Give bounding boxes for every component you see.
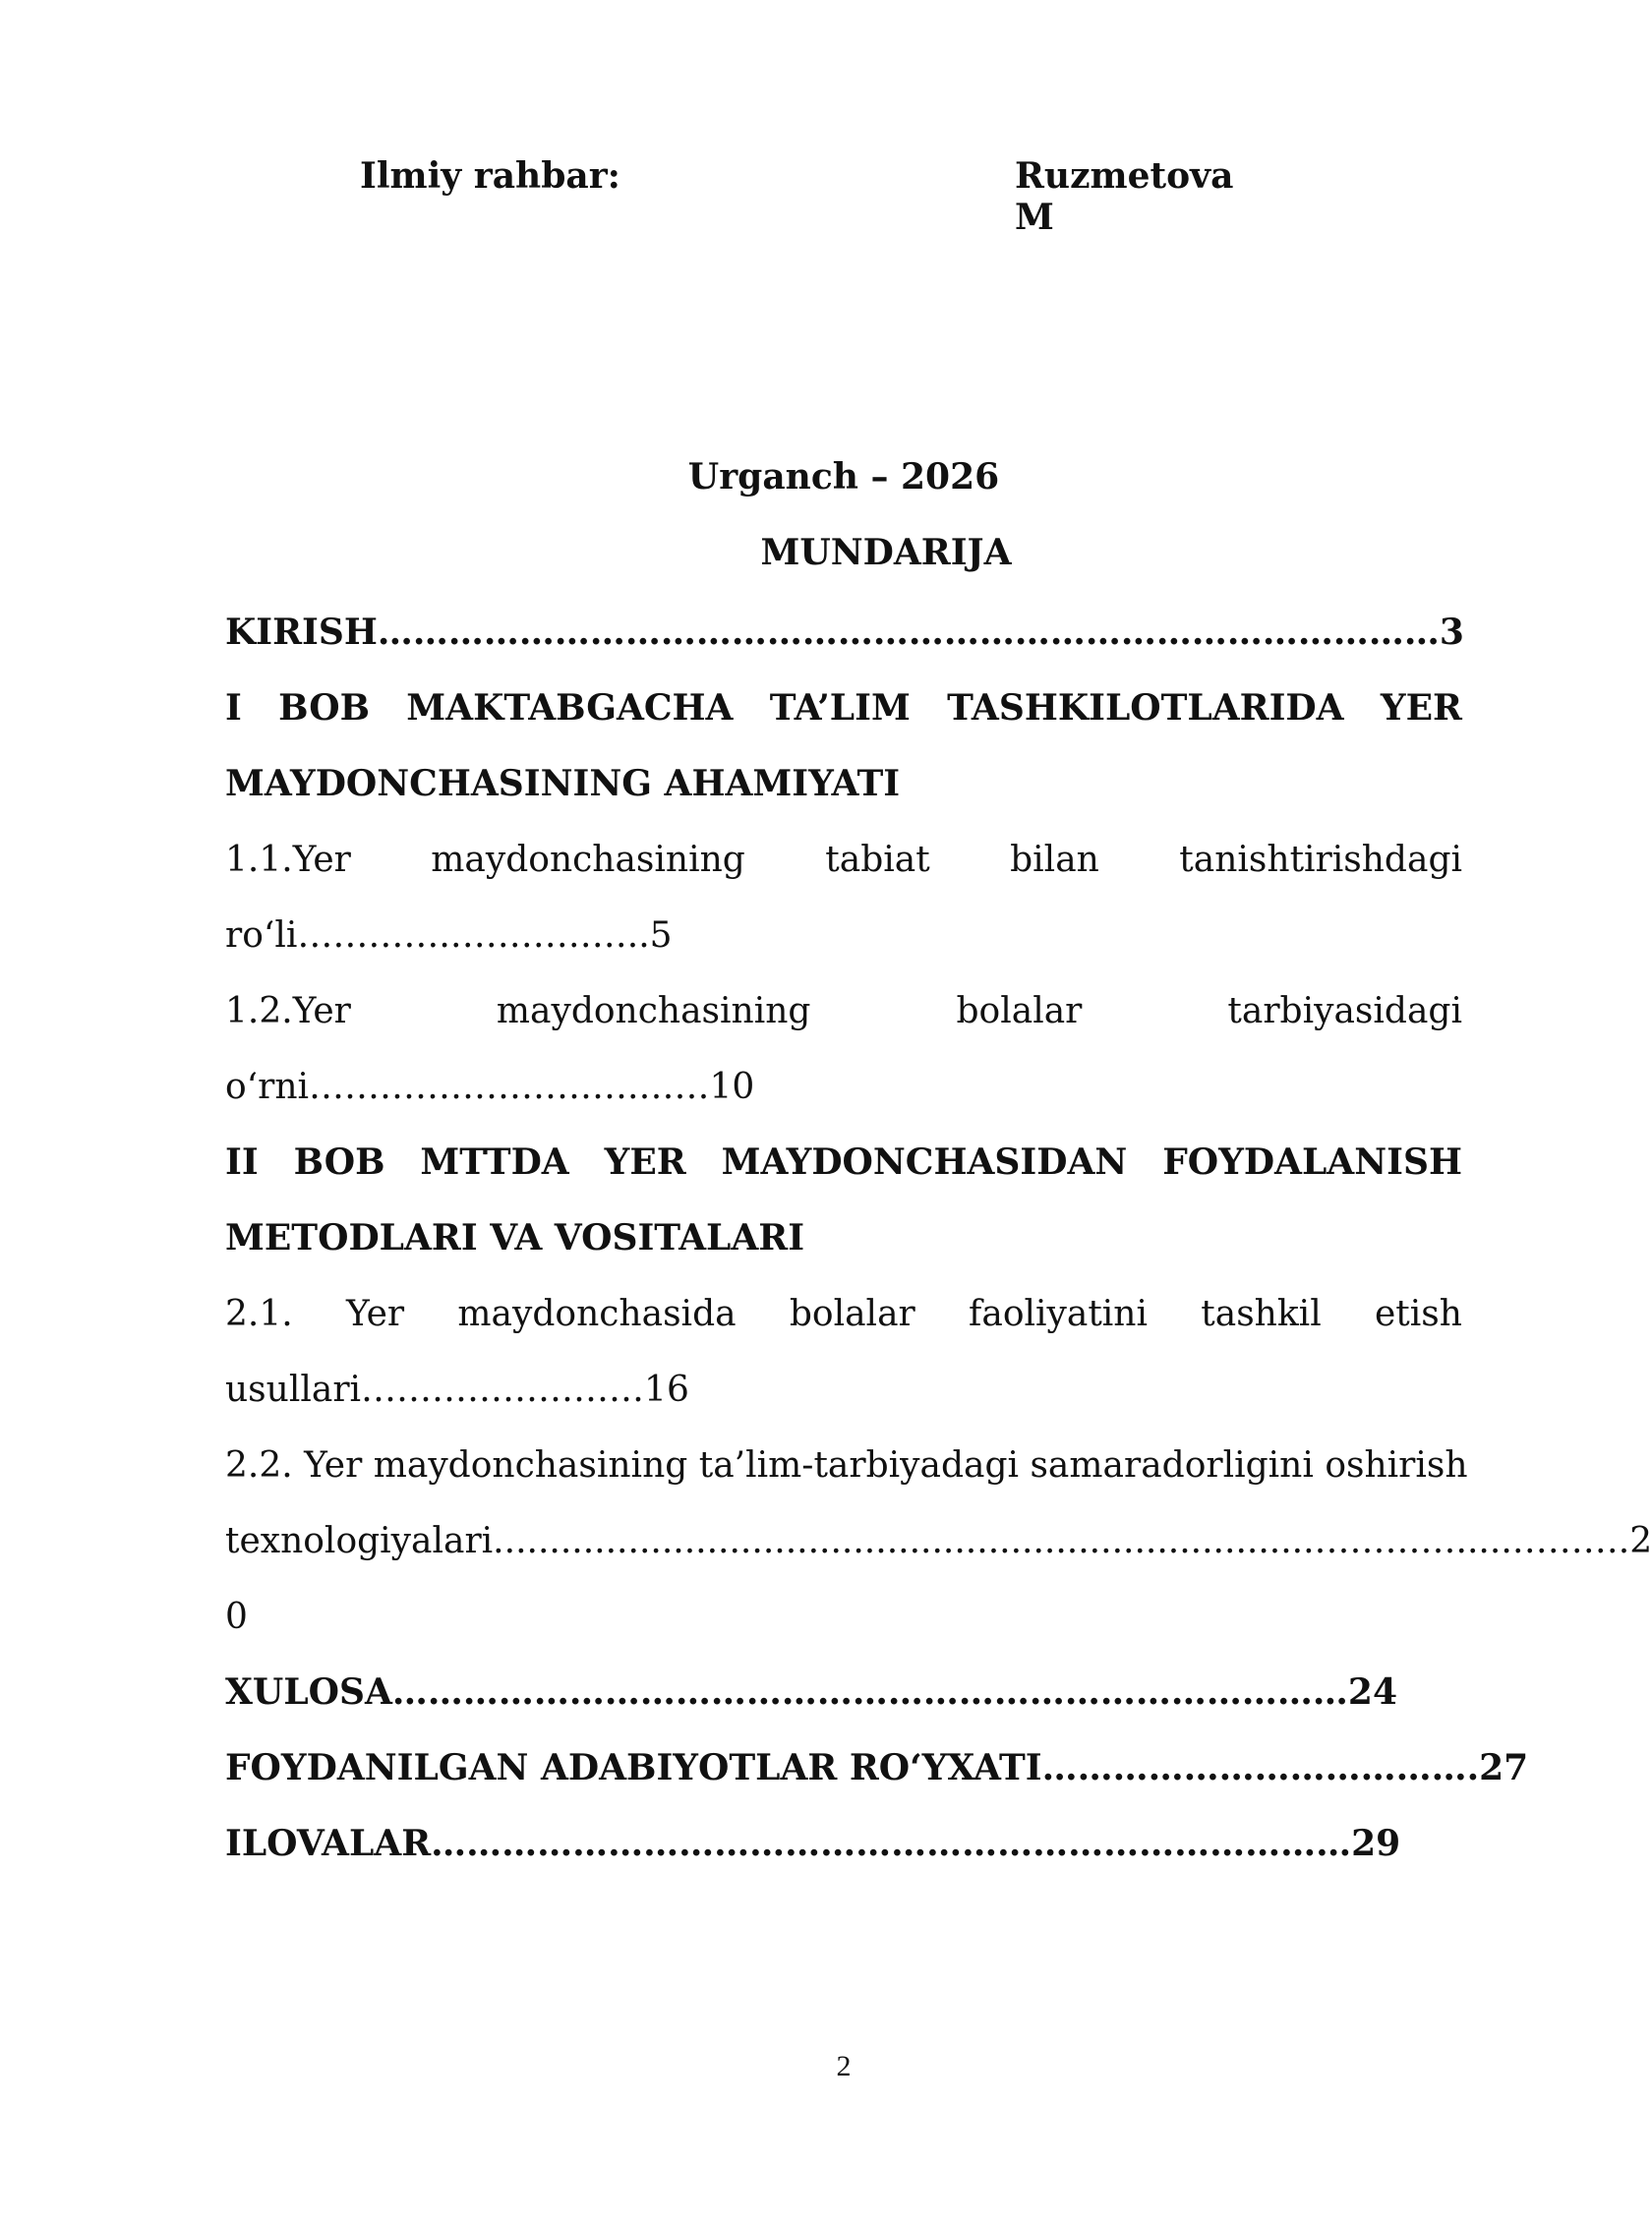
toc-word: bilan [1010,840,1099,880]
toc-word: faoliyatini [969,1294,1148,1334]
toc-word: bolalar [956,991,1083,1031]
city-year: Urganch – 2026 [687,456,1000,497]
toc-word: maydonchasida [457,1294,737,1334]
toc-entry-section-1-2-cont: o‘rni……………………….……10 [225,1067,755,1107]
toc-word: etish [1375,1294,1462,1334]
toc-entry-section-1-1 [225,822,1462,898]
toc-word: FOYDALANISH [1162,1141,1462,1183]
toc-word: tashkil [1201,1294,1322,1334]
toc-word: MAKTABGACHA [406,687,734,729]
toc-word: Yer [345,1294,405,1334]
toc-word: maydonchasining [496,991,811,1031]
toc-word: 2.1. [225,1294,293,1334]
toc-entry-appendices: ILOVALAR……………………………………………………………………29 [225,1823,1401,1864]
toc-word: MTTDA [420,1141,569,1183]
supervisor-name: Ruzmetova M [1015,155,1234,238]
toc-entry-section-2-1 [225,1276,1462,1352]
toc-entry-section-2-2-tail: 0 [225,1597,248,1637]
toc-entry-section-2-2: 2.2. Yer maydonchasining ta’lim-tarbiyadagi samaradorligini oshirish [225,1445,1468,1486]
toc-word: TA’LIM [769,687,911,729]
toc-word: 1.1.Yer [225,840,351,880]
toc-entry-references: FOYDANILGAN ADABIYOTLAR RO‘YXATI……………………………….27 [225,1747,1529,1788]
toc-word: YER [604,1141,686,1183]
toc-word: TASHKILOTLARIDA [947,687,1344,729]
toc-word: tabiat [825,840,930,880]
supervisor-label: Ilmiy rahbar: [360,155,620,197]
toc-word: YER [1380,687,1462,729]
toc-entry-section-2-1-cont: usullari……………………16 [225,1370,689,1410]
supervisor-row [360,155,1274,238]
toc-entry-chapter-2-cont: METODLARI VA VOSITALARI [225,1217,805,1258]
toc-word: BOB [293,1141,385,1183]
toc-word: II [225,1141,259,1183]
toc-entry-kirish: KIRISH………………………………………………………………………………3 [225,612,1464,653]
toc-entry-chapter-2 [225,1125,1462,1200]
toc-word: tarbiyasidagi [1227,991,1462,1031]
toc-word: bolalar [789,1294,915,1334]
toc-word: tanishtirishdagi [1179,840,1462,880]
toc-entry-xulosa: XULOSA………………………………………………………………………24 [225,1671,1398,1713]
toc-entry-section-2-2-cont: texnologiyalari.........................................................................………….....……….2 [225,1521,1652,1561]
toc-title: MUNDARIJA [760,532,1012,573]
table-of-contents [225,595,1652,1882]
page-number: 2 [836,2050,852,2082]
toc-word: I [225,687,242,729]
toc-word: BOB [278,687,371,729]
toc-word: 1.2.Yer [225,991,351,1031]
toc-entry-chapter-1-cont: MAYDONCHASINING AHAMIYATI [225,763,901,804]
toc-entry-chapter-1 [225,671,1462,746]
toc-word: MAYDONCHASIDAN [721,1141,1128,1183]
toc-entry-section-1-1-cont: ro‘li………….……………..5 [225,915,673,956]
toc-entry-section-1-2 [225,973,1462,1049]
toc-word: maydonchasining [431,840,745,880]
